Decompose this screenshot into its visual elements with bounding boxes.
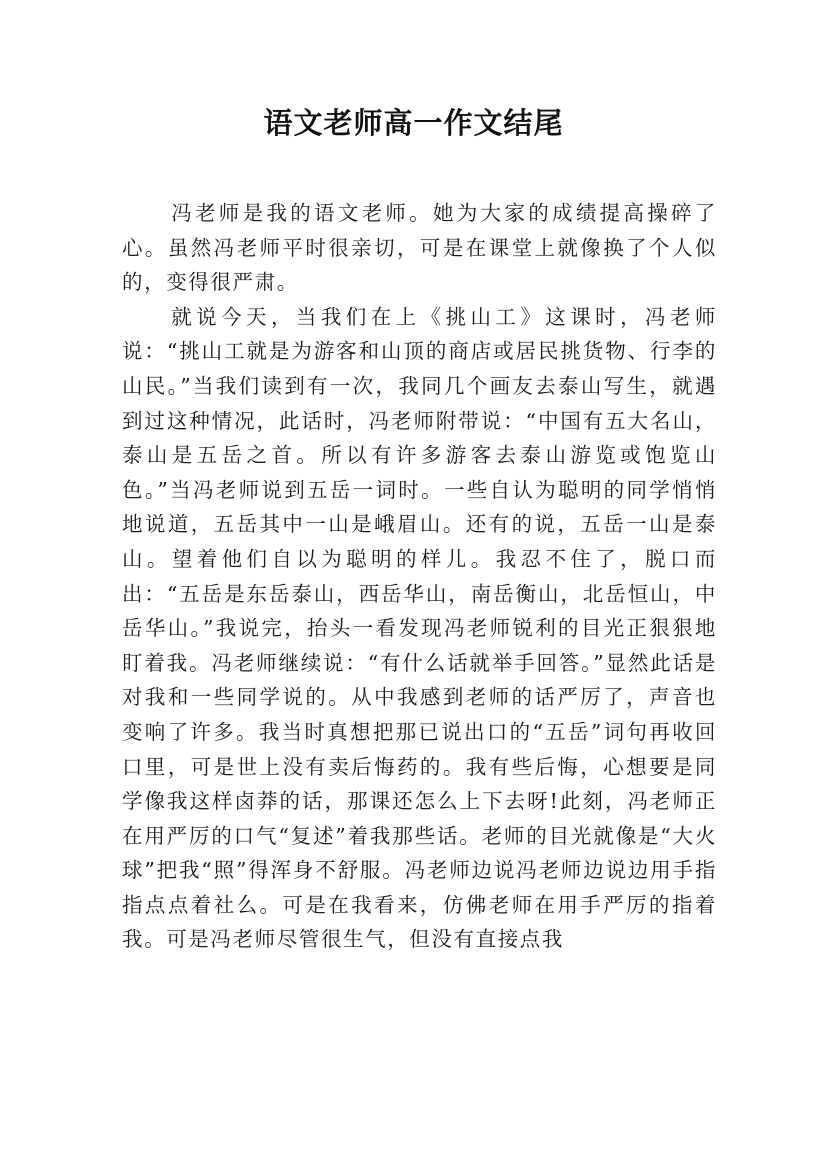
document-title: 语文老师高一作文结尾 xyxy=(263,106,564,140)
document-body xyxy=(122,196,717,957)
paragraph-1: 冯老师是我的语文老师。她为大家的成绩提高操碎了心。虽然冯老师平时很亲切，可是在课堂上就像换了个人似的，变得很严肃。 xyxy=(122,201,717,295)
paragraph-2: 就说今天，当我们在上《挑山工》这课时，冯老师说：“挑山工就是为游客和山顶的商店或居民挑货物、行李的山民。”当我们读到有一次，我同几个画友去泰山写生，就遇到过这种情况，此话时，冯老师附带说：“中国有五大名山，泰山是五岳之首。所以有许多游客去泰山游览或饱览山色。”当冯老师说到五岳一词时。一些自认为聪明的同学悄悄地说道，五岳其中一山是峨眉山。还有的说，五岳一山是泰山。望着他们自以为聪明的样儿。我忍不住了，脱口而出：“五岳是东岳泰山，西岳华山，南岳衡山，北岳恒山，中岳华山。”我说完，抬头一看发现冯老师锐利的目光正狠狠地盯着我。冯老师继续说：“有什么话就举手回答。”显然此话是对我和一些同学说的。从中我感到老师的话严厉了，声音也变响了许多。我当时真想把那已说出口的“五岳”词句再收回口里，可是世上没有卖后悔药的。我有些后悔，心想要是同学像我这样卤莽的话，那课还怎么上下去呀!此刻，冯老师正在用严厉的口气“复述”着我那些话。老师的目光就像是“大火球”把我“照”得浑身不舒服。冯老师边说冯老师边说边用手指指点点着社么。可是在我看来，仿佛老师在用手严厉的指着我。可是冯老师尽管很生气，但没有直接点我 xyxy=(122,304,717,952)
